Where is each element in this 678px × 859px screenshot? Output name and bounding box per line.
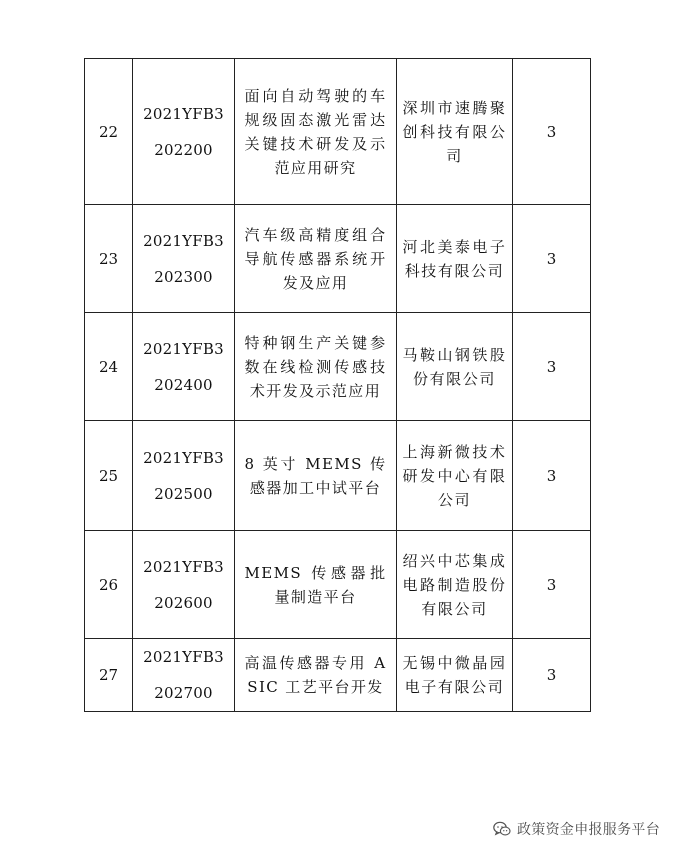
count-cell xyxy=(513,421,591,531)
organization-name: 深圳市速腾聚创科技有限公司 xyxy=(402,98,507,165)
project-name: 特种钢生产关键参数在线检测传感技术开发及示范应用 xyxy=(244,333,387,400)
source-watermark xyxy=(493,819,660,839)
project-name: 8 英寸 MEMS 传感器加工中试平台 xyxy=(244,454,387,497)
row-index: 26 xyxy=(98,575,119,594)
organization-cell xyxy=(397,421,513,531)
count-cell xyxy=(513,531,591,639)
wechat-icon xyxy=(493,821,511,837)
row-index-cell xyxy=(85,205,133,313)
project-name-cell xyxy=(235,639,397,712)
project-name-cell xyxy=(235,313,397,421)
count-cell xyxy=(513,313,591,421)
project-name: 面向自动驾驶的车规级固态激光雷达关键技术研发及示范应用研究 xyxy=(244,86,387,177)
row-index: 22 xyxy=(98,122,119,141)
project-code-cell xyxy=(133,313,235,421)
organization-name: 上海新微技术研发中心有限公司 xyxy=(402,442,507,509)
count-value: 3 xyxy=(546,122,557,141)
count-value: 3 xyxy=(546,575,557,594)
organization-name: 绍兴中芯集成电路制造股份有限公司 xyxy=(402,551,507,618)
project-code: 2021YFB3202700 xyxy=(143,648,224,702)
organization-cell xyxy=(397,205,513,313)
table-row xyxy=(85,59,591,205)
row-index: 23 xyxy=(98,249,119,268)
project-code: 2021YFB3202400 xyxy=(143,339,224,394)
project-code: 2021YFB3202600 xyxy=(143,557,224,612)
organization-name: 无锡中微晶园电子有限公司 xyxy=(402,654,507,696)
row-index-cell xyxy=(85,639,133,712)
project-code: 2021YFB3202200 xyxy=(143,104,224,159)
row-index-cell xyxy=(85,313,133,421)
count-value: 3 xyxy=(546,249,557,268)
project-code-cell xyxy=(133,421,235,531)
project-code-cell xyxy=(133,531,235,639)
row-index-cell xyxy=(85,531,133,639)
project-name-cell xyxy=(235,421,397,531)
organization-name: 马鞍山钢铁股份有限公司 xyxy=(402,345,507,388)
project-name-cell xyxy=(235,205,397,313)
count-value: 3 xyxy=(546,357,557,376)
project-name: 高温传感器专用 ASIC 工艺平台开发 xyxy=(244,654,387,696)
count-cell xyxy=(513,59,591,205)
project-code: 2021YFB3202300 xyxy=(143,231,224,286)
count-cell xyxy=(513,639,591,712)
project-name-cell xyxy=(235,59,397,205)
project-code-cell xyxy=(133,639,235,712)
project-code: 2021YFB3202500 xyxy=(143,448,224,503)
row-index-cell xyxy=(85,421,133,531)
table-row xyxy=(85,639,591,712)
table-row xyxy=(85,205,591,313)
project-code-cell xyxy=(133,59,235,205)
count-value: 3 xyxy=(546,666,557,684)
project-name-cell xyxy=(235,531,397,639)
project-code-cell xyxy=(133,205,235,313)
project-name: 汽车级高精度组合导航传感器系统开发及应用 xyxy=(244,225,387,292)
table-row xyxy=(85,531,591,639)
count-cell xyxy=(513,205,591,313)
organization-cell xyxy=(397,639,513,712)
table-row xyxy=(85,313,591,421)
project-name: MEMS 传感器批量制造平台 xyxy=(244,563,387,606)
row-index: 25 xyxy=(98,466,119,485)
row-index: 24 xyxy=(98,357,119,376)
row-index-cell xyxy=(85,59,133,205)
project-table xyxy=(84,58,591,712)
watermark-text: 政策资金申报服务平台 xyxy=(517,822,660,838)
organization-cell xyxy=(397,313,513,421)
count-value: 3 xyxy=(546,466,557,485)
organization-cell xyxy=(397,59,513,205)
organization-cell xyxy=(397,531,513,639)
table-row xyxy=(85,421,591,531)
row-index: 27 xyxy=(98,666,119,684)
organization-name: 河北美泰电子科技有限公司 xyxy=(402,237,507,280)
